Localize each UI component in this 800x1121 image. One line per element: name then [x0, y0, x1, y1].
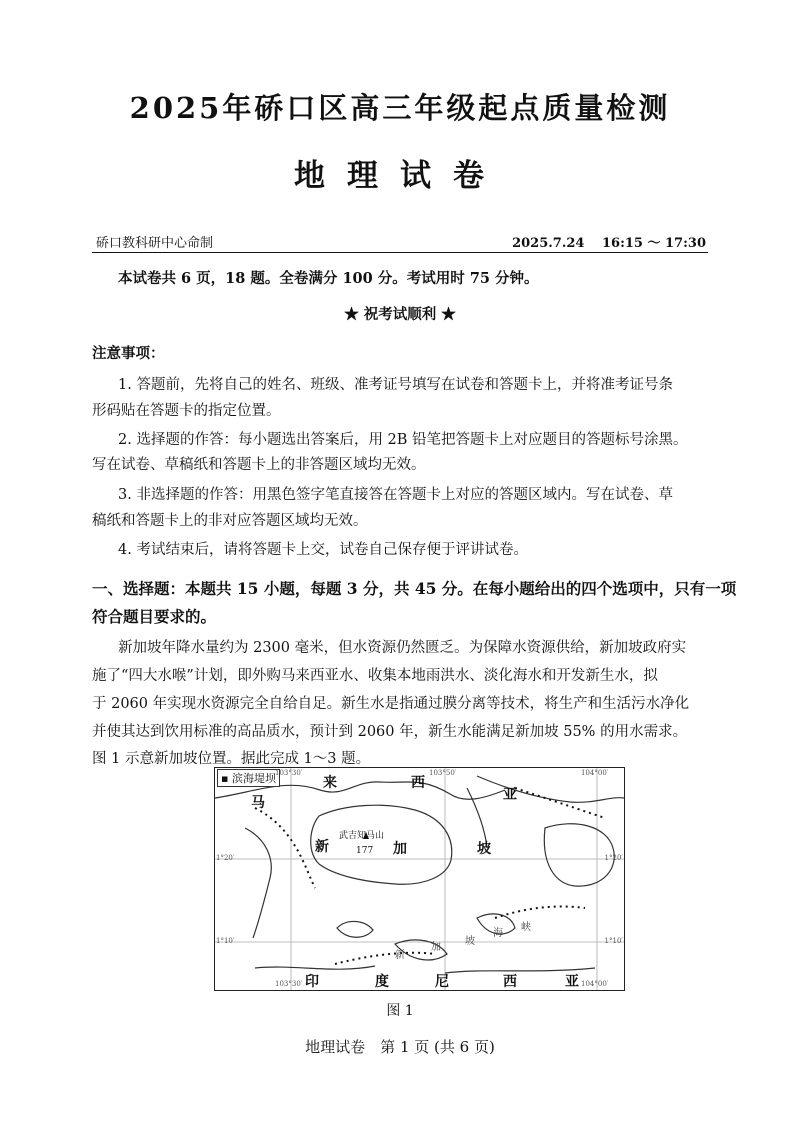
subject-title: 地理试卷 — [294, 158, 506, 194]
passage-line: 并使其达到饮用标准的高品质水，预计到 2060 年，新生水能满足新加坡 55% 的用水需求。 — [92, 724, 688, 740]
page-footer: 地理试卷 第 1 页 (共 6 页) — [305, 1038, 495, 1056]
notes-heading: 注意事项： — [92, 345, 165, 362]
map-label-lai: 来 — [323, 775, 337, 791]
passage-line: 施了“四大水喉”计划，即外购马来西亚水、收集本地雨洪水、淡化海水和开发新生水，拟 — [92, 668, 658, 684]
note-line: 1. 答题前，先将自己的姓名、班级、准考证号填写在试卷和答题卡上，并将准考证号条 — [118, 377, 673, 393]
map-legend — [217, 769, 280, 787]
coord-label: 104°00′ — [581, 980, 609, 988]
exam-date-time: 2025.7.24 16:15 ～ 17:30 — [512, 236, 706, 251]
legend-label: 滨海堤坝 — [231, 772, 276, 785]
section-heading: 一、选择题：本题共 15 小题，每题 3 分，共 45 分。在每小题给出的四个选项中，只有一项 — [92, 579, 737, 598]
map-label-po: 坡 — [477, 841, 491, 857]
exam-title: 2025年硚口区高三年级起点质量检测 — [129, 91, 671, 125]
map-label-ni: 尼 — [435, 974, 449, 990]
figure-caption: 图 1 — [386, 1003, 414, 1019]
map-label-ya: 亚 — [503, 787, 517, 803]
map-label-xi: 西 — [411, 775, 425, 791]
note-line: 写在试卷、草稿纸和答题卡上的非答题区域均无效。 — [92, 457, 426, 473]
map-label-jia: 加 — [393, 841, 407, 857]
passage-line: 于 2060 年实现水资源完全自给自足。新生水是指通过膜分离等技术，将生产和生活污水净化 — [92, 696, 690, 712]
note-line: 2. 选择题的作答：每小题选出答案后，用 2B 铅笔把答题卡上对应题目的答题标号涂黑。 — [118, 432, 688, 448]
strait-char: 新 — [395, 950, 405, 961]
map-label-ya2: 亚 — [565, 974, 579, 990]
coord-label: 103°50′ — [429, 769, 457, 777]
peak-name: 武吉知马山 — [339, 831, 385, 841]
strait-char: 坡 — [465, 936, 475, 947]
peak-elevation: 177 — [356, 846, 374, 856]
note-line: 4. 考试结束后，请将答题卡上交，试卷自己保存便于评讲试卷。 — [118, 542, 528, 558]
coord-label: 1°20′ — [216, 854, 235, 862]
singapore-map — [214, 767, 625, 991]
dam-icon: ▪ — [221, 772, 229, 785]
strait-char: 峡 — [521, 922, 531, 933]
passage-line: 图 1 示意新加坡位置。据此完成 1～3 题。 — [92, 751, 371, 767]
map-label-ma: 马 — [251, 795, 265, 811]
coord-label: 103°30′ — [275, 769, 303, 777]
header-rule — [92, 252, 708, 253]
map-label-du: 度 — [375, 974, 389, 990]
issuer: 硚口教科研中心命制 — [96, 236, 214, 251]
passage-line: 新加坡年降水量约为 2300 毫米，但水资源仍然匮乏。为保障水资源供给，新加坡政府实 — [118, 640, 687, 656]
note-line: 3. 非选择题的作答：用黑色签字笔直接答在答题卡上对应的答题区域内。写在试卷、草 — [118, 487, 673, 503]
note-line: 形码贴在答题卡的指定位置。 — [92, 403, 281, 419]
note-line: 稿纸和答题卡上的非对应答题区域均无效。 — [92, 513, 368, 529]
coord-label: 1°10′ — [604, 937, 623, 945]
coord-label: 1°10′ — [216, 937, 235, 945]
coord-label: 103°30′ — [275, 980, 303, 988]
intro-text: 本试卷共 6 页，18 题。全卷满分 100 分。考试用时 75 分钟。 — [118, 270, 539, 287]
strait-char: 加 — [431, 942, 441, 953]
map-label-yin: 印 — [305, 974, 319, 990]
coord-label: 1°20′ — [604, 854, 623, 862]
strait-char: 海 — [493, 928, 503, 939]
map-label-xi2: 西 — [503, 974, 517, 990]
good-luck-text: ★ 祝考试顺利 ★ — [344, 306, 456, 323]
map-graphic — [215, 768, 624, 990]
section-heading-cont: 符合题目要求的。 — [92, 607, 217, 626]
coord-label: 104°00′ — [581, 769, 609, 777]
map-label-xin: 新 — [315, 839, 329, 855]
